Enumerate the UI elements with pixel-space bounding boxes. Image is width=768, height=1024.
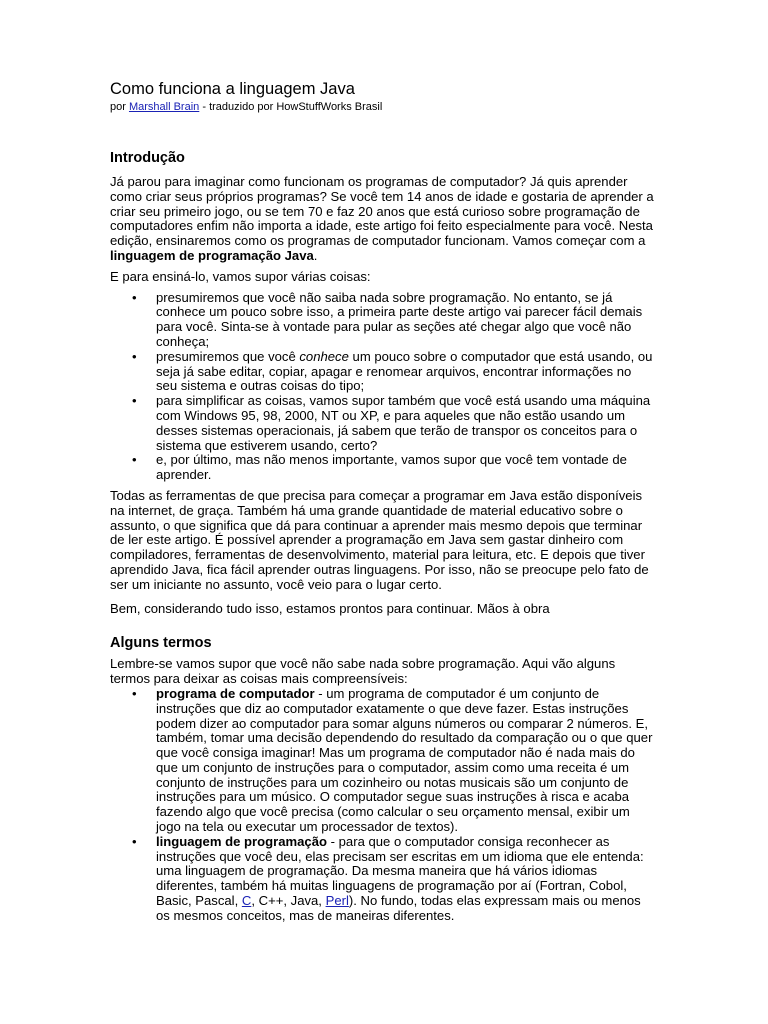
bullet-icon: •	[132, 685, 137, 701]
byline-prefix: por	[110, 101, 126, 113]
bullet-icon: •	[132, 833, 137, 849]
term-definition-mid: , C++, Java,	[251, 893, 322, 909]
term-definition: - um programa de computador é um conjunto de instruções que diz ao computador exatamente o que deve fazer. Estas instruções podem dizer ao computador para somar alguns números ou comparar 2 números. E, também, tomar uma decisão dependendo do resultado da comparação ou o que quer que você consiga imaginar! Mas um programa de computador não é nada mais do que um conjunto de instruções para o computador, assim como uma receita é um conjunto de instruções para um cozinheiro ou notas musicais são um conjunto de instruções para um músico. O computador segue suas instruções à risca e acaba fazendo algo que você precisa (como calcular o seu orçamento mensal, exibir um jogo na tela ou executar um processador de textos).	[156, 685, 653, 835]
intro-p1-text: Já parou para imaginar como funcionam os programas de computador? Já quis aprender como criar seus próprios programas? Se você tem 14 anos de idade e gostaria de aprender a criar seu primeiro jogo, ou se tem 70 e faz 20 anos que está curioso sobre programação de computadores enfim não importa a idade, este artigo foi feito especialmente para você. Nesta edição, ensinaremos como os programas de computador funcionam. Vamos começar com a	[110, 174, 654, 249]
page-title: Como funciona a linguagem Java	[110, 80, 355, 98]
list-item-text-rest: um pouco sobre o computador que está usando, ou seja já sabe editar, copiar, apagar e renomear arquivos, encontrar informações no seu sistema e outras coisas do tipo;	[156, 348, 653, 394]
list-item	[110, 835, 655, 924]
term-name: programa de computador	[156, 685, 315, 701]
intro-heading: Introdução	[110, 150, 185, 166]
author-link[interactable]: Marshall Brain	[128, 101, 200, 113]
list-item	[110, 291, 655, 350]
list-item-text: presumiremos que você não saiba nada sobre programação. No entanto, se já conhece um pouco sobre isso, a primeira parte deste artigo vai parecer fácil demais para você. Sinta-se à vontade para pular as seções até chegar algo que você não conheça;	[156, 289, 643, 349]
terms-list	[110, 687, 655, 924]
assumptions-list	[110, 291, 655, 483]
byline-suffix: - traduzido por HowStuffWorks Brasil	[202, 101, 383, 113]
terms-paragraph-1: Lembre-se vamos supor que você não sabe nada sobre programação. Aqui vão alguns termos para deixar as coisas mais compreensíveis:	[110, 656, 616, 687]
terms-heading: Alguns termos	[110, 635, 212, 652]
term-name: linguagem de programação	[156, 833, 327, 849]
byline	[110, 100, 655, 114]
term-definition-end: ). No fundo, todas elas expressam mais ou menos os mesmos conceitos, mas de maneiras diferentes.	[156, 893, 641, 923]
intro-paragraph-3: Todas as ferramentas de que precisa para começar a programar em Java estão disponíveis na internet, de graça. Também há uma grande quantidade de material educativo sobre o assunto, o que significa que dá para continuar a aprender mais mesmo depois que terminar de ler este artigo. É possível aprender a programação em Java sem gastar dinheiro com compiladores, ferramentas de desenvolvimento, material para leitura, etc. E depois que tiver aprendido Java, fica fácil aprender outras linguagens. Por isso, não se preocupe pelo fato de ser um iniciante no assunto, você veio para o lugar certo.	[110, 487, 649, 592]
list-item	[110, 350, 655, 394]
list-item-text: presumiremos que você	[156, 348, 296, 364]
intro-p1-bold: linguagem de programação Java	[110, 247, 314, 263]
intro-p1-end: .	[313, 247, 318, 263]
bullet-icon: •	[132, 289, 137, 305]
list-item	[110, 687, 655, 835]
bullet-icon: •	[132, 393, 137, 409]
list-item-text: e, por último, mas não menos importante, vamos supor que você tem vontade de aprender.	[156, 452, 627, 483]
perl-language-link[interactable]: Perl	[325, 893, 349, 909]
term-definition: - para que o computador consiga reconhecer as instruções que você deu, elas precisam ser escritas em um idioma que ele entenda: uma linguagem de programação. Da mesma maneira que há vários idiomas diferentes, também há muitas linguagens de programação por aí (Fortran, Cobol, Basic, Pascal,	[156, 833, 644, 909]
list-item-italic: conhece	[299, 348, 349, 364]
list-item	[110, 453, 655, 483]
intro-paragraph-4: Bem, considerando tudo isso, estamos prontos para continuar. Mãos à obra	[110, 600, 550, 616]
bullet-icon: •	[132, 348, 137, 364]
list-item-text: para simplificar as coisas, vamos supor também que você está usando uma máquina com Windows 95, 98, 2000, NT ou XP, e para aqueles que não estão usando um desses sistemas operacionais, já sabem que terão de transpor os conceitos para o sistema que estiverem usando, certo?	[156, 393, 651, 453]
intro-paragraph-2: E para ensiná-lo, vamos supor várias coisas:	[110, 268, 371, 284]
c-language-link[interactable]: C	[241, 893, 252, 909]
bullet-icon: •	[132, 452, 137, 468]
list-item	[110, 394, 655, 453]
intro-paragraph-1	[110, 175, 655, 264]
article	[110, 80, 655, 924]
